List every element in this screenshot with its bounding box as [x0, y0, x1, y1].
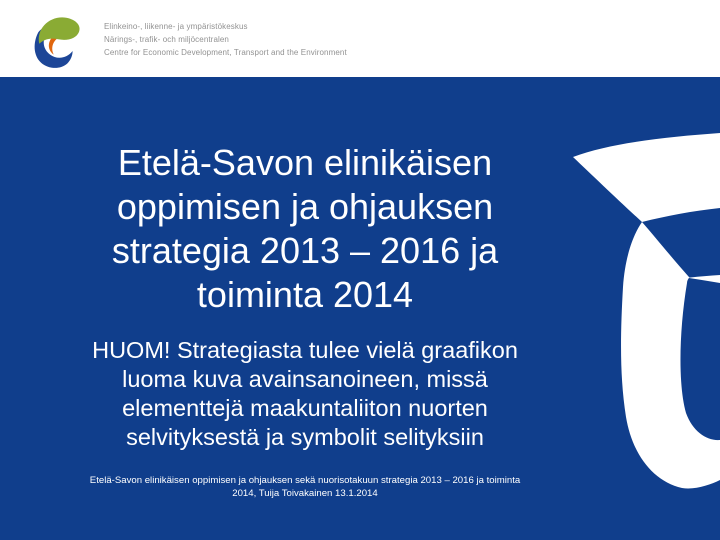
slide-body	[0, 77, 720, 540]
subtitle-line: elementtejä maakuntaliiton nuorten	[122, 395, 488, 421]
ely-logo-green-leaf	[39, 17, 80, 43]
subtitle-line: luoma kuva avainsanoineen, missä	[122, 366, 488, 392]
watermark-c-shape	[621, 222, 720, 488]
footer-line: Etelä-Savon elinikäisen oppimisen ja ohjauksen sekä nuorisotakuun strategia 2013 – 2016 ja toiminta	[89, 475, 521, 486]
content-column	[0, 77, 610, 500]
footer-note	[0, 474, 610, 500]
page-title	[0, 141, 610, 317]
org-line-english: Centre for Economic Development, Transport and the Environment	[104, 48, 347, 57]
title-line: toiminta 2014	[196, 274, 414, 315]
org-line-finnish: Elinkeino-, liikenne- ja ympäristökeskus	[104, 22, 248, 31]
org-line-swedish: Närings-, trafik- och miljöcentralen	[104, 35, 229, 44]
ely-logo-icon	[33, 13, 87, 71]
subtitle-line: HUOM! Strategiasta tulee vielä graafikon	[92, 337, 518, 363]
title-line: oppimisen ja ohjauksen	[116, 186, 494, 227]
subtitle-note	[0, 336, 610, 452]
title-line: Etelä-Savon elinikäisen	[117, 142, 493, 183]
footer-line: 2014, Tuija Toivakainen 13.1.2014	[232, 488, 378, 499]
title-line: strategia 2013 – 2016 ja	[111, 230, 499, 271]
header	[0, 0, 720, 77]
organization-name	[104, 20, 347, 59]
subtitle-line: selvityksestä ja symbolit selityksiin	[126, 424, 484, 450]
